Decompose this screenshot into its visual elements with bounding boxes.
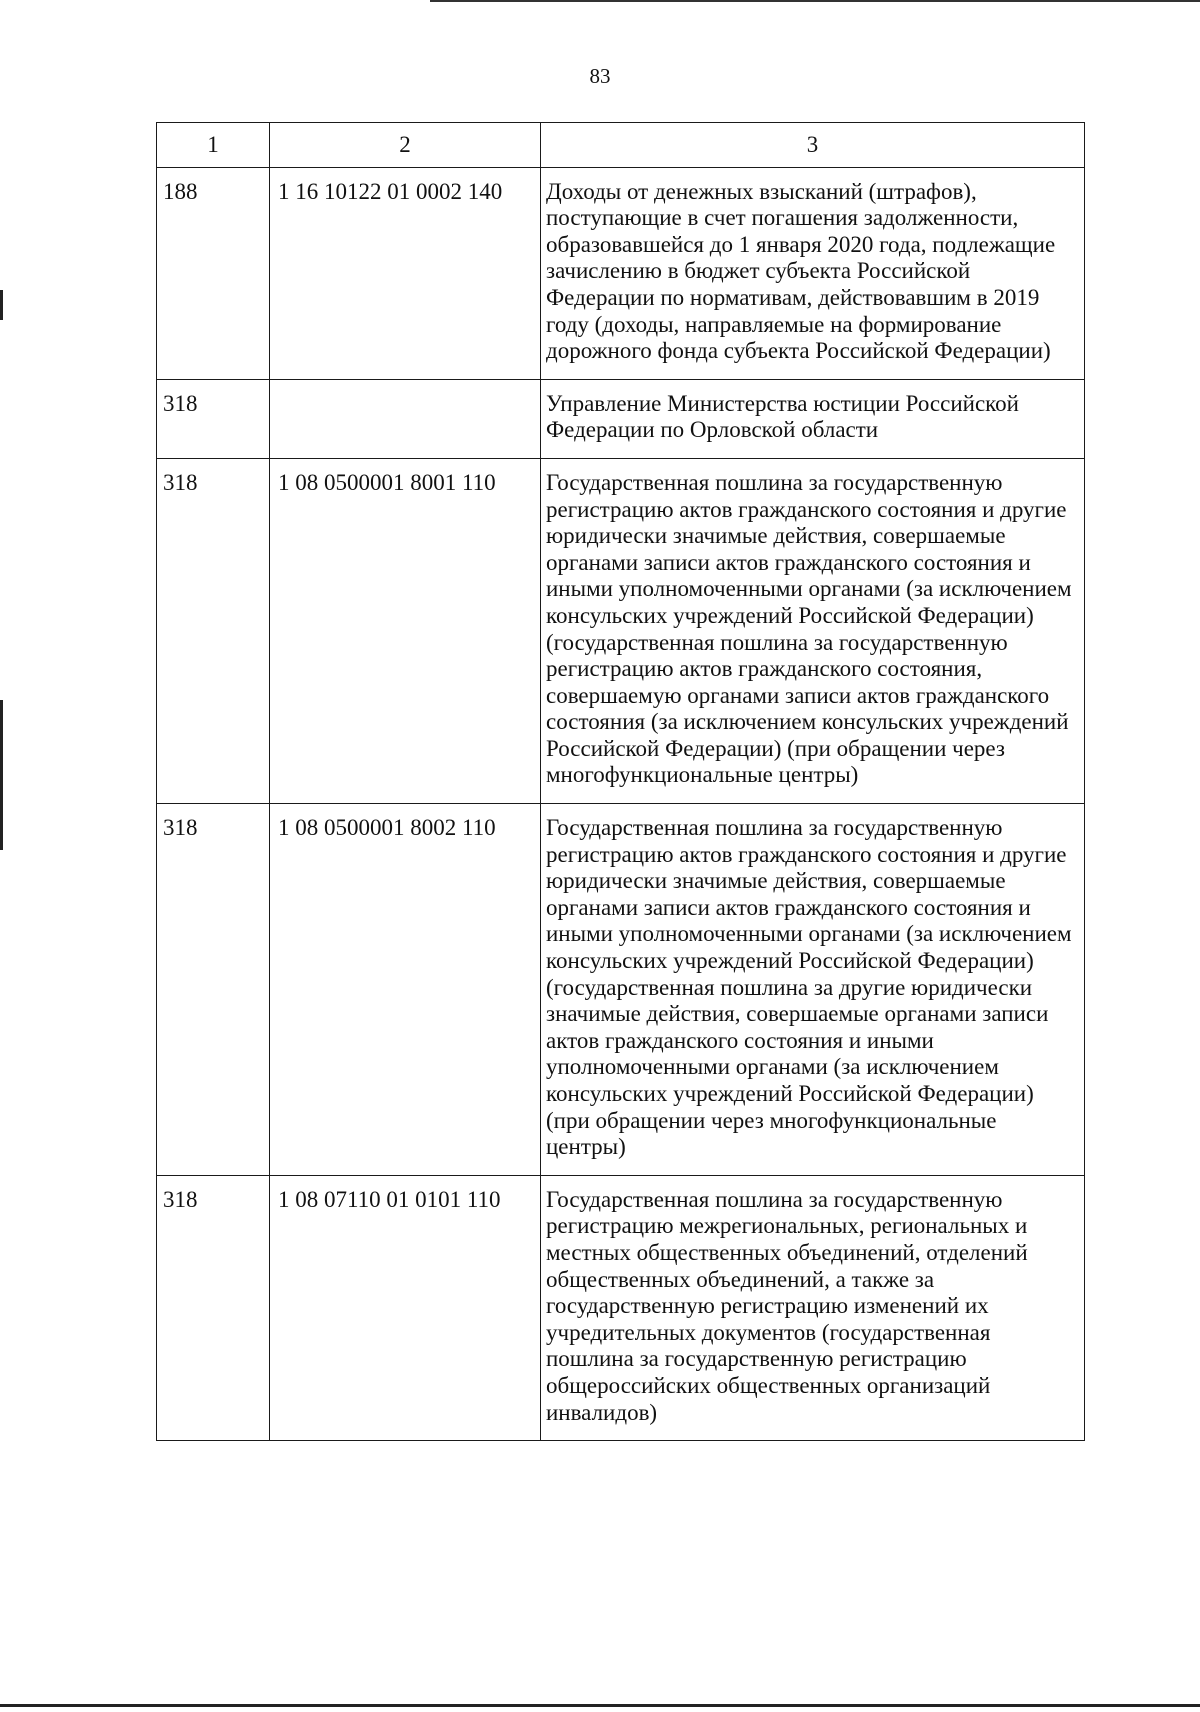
page-number: 83 — [589, 64, 611, 88]
admin-code-cell: 318 — [157, 458, 270, 803]
scan-edge-mark — [0, 290, 3, 320]
scan-bottom-rule — [0, 1704, 1200, 1707]
budget-code-cell: 1 08 07110 01 0101 110 — [270, 1175, 541, 1440]
table-header-row — [157, 123, 1085, 168]
description-cell: Государственная пошлина за государственную регистрацию актов гражданского состояния и другие юридически значимые действия, совершаемые органами записи актов гражданского состояния и иными уполномоченными органами (за исключением консульских учреждений Российской Федерации) (государственная пошлина за государственную регистрацию актов гражданского состояния, совершаемую органами записи актов гражданского состояния (за исключением консульских учреждений Российской Федерации) (при обращении через многофункциональные центры) — [541, 458, 1085, 803]
budget-code-cell: 1 16 10122 01 0002 140 — [270, 167, 541, 379]
description-cell: Управление Министерства юстиции Российской Федерации по Орловской области — [541, 379, 1085, 458]
table-row — [157, 804, 1085, 1176]
description-cell: Доходы от денежных взысканий (штрафов), поступающие в счет погашения задолженности, образовавшейся до 1 января 2020 года, подлежащие зачислению в бюджет субъекта Российской Федерации по нормативам, действовавшим в 2019 году (доходы, направляемые на формирование дорожного фонда субъекта Российской Федерации) — [541, 167, 1085, 379]
admin-code-cell: 318 — [157, 804, 270, 1176]
table-row — [157, 167, 1085, 379]
header-cell: 3 — [541, 123, 1085, 168]
budget-code-cell: 1 08 0500001 8001 110 — [270, 458, 541, 803]
scan-top-rule — [430, 0, 1200, 2]
table-row — [157, 458, 1085, 803]
description-cell: Государственная пошлина за государственную регистрацию межрегиональных, региональных и местных общественных объединений, отделений общественных объединений, а также за государственную регистрацию изменений их учредительных документов (государственная пошлина за государственную регистрацию общероссийских общественных организаций инвалидов) — [541, 1175, 1085, 1440]
scan-edge-mark — [0, 700, 3, 850]
budget-code-cell — [270, 379, 541, 458]
table-row — [157, 1175, 1085, 1440]
admin-code-cell: 318 — [157, 1175, 270, 1440]
budget-codes-table — [156, 122, 1085, 1441]
admin-code-cell: 188 — [157, 167, 270, 379]
header-cell: 2 — [270, 123, 541, 168]
description-cell: Государственная пошлина за государственную регистрацию актов гражданского состояния и другие юридически значимые действия, совершаемые органами записи актов гражданского состояния и иными уполномоченными органами (за исключением консульских учреждений Российской Федерации) (государственная пошлина за другие юридически значимые действия, совершаемые органами записи актов гражданского состояния и иными уполномоченными органами (за исключением консульских учреждений Российской Федерации) (при обращении через многофункциональные центры) — [541, 804, 1085, 1176]
table-row — [157, 379, 1085, 458]
header-cell: 1 — [157, 123, 270, 168]
budget-code-cell: 1 08 0500001 8002 110 — [270, 804, 541, 1176]
admin-code-cell: 318 — [157, 379, 270, 458]
